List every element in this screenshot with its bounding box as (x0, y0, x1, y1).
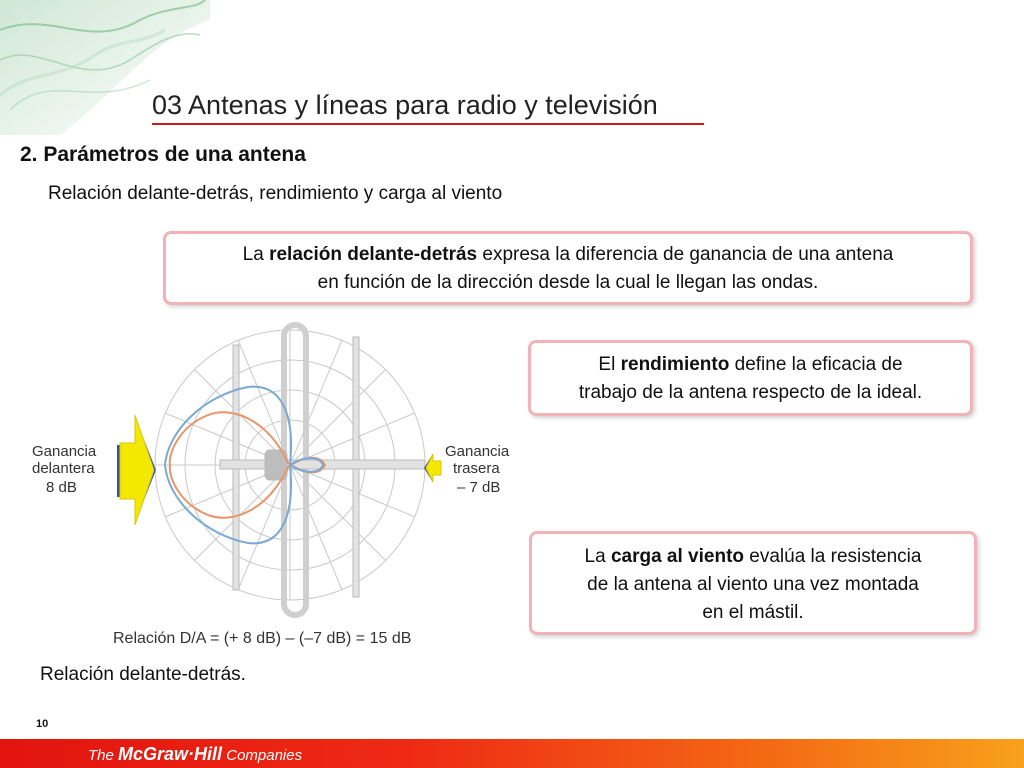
brand-name: McGraw·Hill (118, 744, 223, 764)
box3-line1 (532, 543, 974, 571)
rear-label-line3: – 7 dB (457, 479, 501, 496)
page-number: 10 (36, 718, 49, 730)
publisher-logo (88, 744, 302, 765)
radiation-pattern-diagram (20, 315, 540, 650)
box2-line1 (531, 351, 970, 379)
box3-line3: en el mástil. (702, 602, 804, 623)
box2-post: define la eficacia de (729, 354, 903, 375)
rear-gain-arrow (424, 454, 441, 482)
slide-title: 03 Antenas y líneas para radio y televisión (152, 90, 704, 125)
subsection-heading: Relación delante-detrás, rendimiento y carga al viento (48, 183, 503, 204)
box1-post: expresa la diferencia de ganancia de una antena (477, 244, 894, 265)
brand-companies: Companies (226, 747, 303, 764)
box3-post: evalúa la resistencia (744, 546, 922, 567)
rear-label-line1: Ganancia (445, 443, 510, 460)
section-heading: 2. Parámetros de una antena (20, 143, 306, 166)
box1-line1 (166, 241, 970, 269)
box1-bold: relación delante-detrás (269, 244, 478, 265)
antenna-structure (220, 325, 425, 615)
box2-pre: El (598, 354, 621, 375)
box1-line2: en función de la dirección desde la cual le llegan las ondas. (317, 272, 819, 293)
front-label-line3: 8 dB (46, 479, 77, 496)
box2-bold: rendimiento (620, 354, 730, 375)
front-label-line1: Ganancia (32, 443, 97, 460)
front-gain-arrow (117, 415, 156, 525)
front-back-ratio-box (163, 231, 973, 305)
wind-load-box (529, 531, 977, 635)
efficiency-box (528, 340, 973, 416)
brand-the: The (88, 747, 114, 764)
box3-bold: carga al viento (610, 546, 745, 567)
box1-pre: La (242, 244, 270, 265)
box3-pre: La (584, 546, 611, 567)
box2-line2: trabajo de la antena respecto de la ideal. (578, 382, 923, 403)
figure-caption: Relación delante-detrás. (40, 664, 246, 685)
dA-formula: Relación D/A = (+ 8 dB) – (–7 dB) = 15 dB (113, 630, 412, 647)
front-label-line2: delantera (32, 460, 95, 477)
box3-line2: de la antena al viento una vez montada (587, 574, 919, 595)
rear-label-line2: trasera (453, 460, 500, 477)
